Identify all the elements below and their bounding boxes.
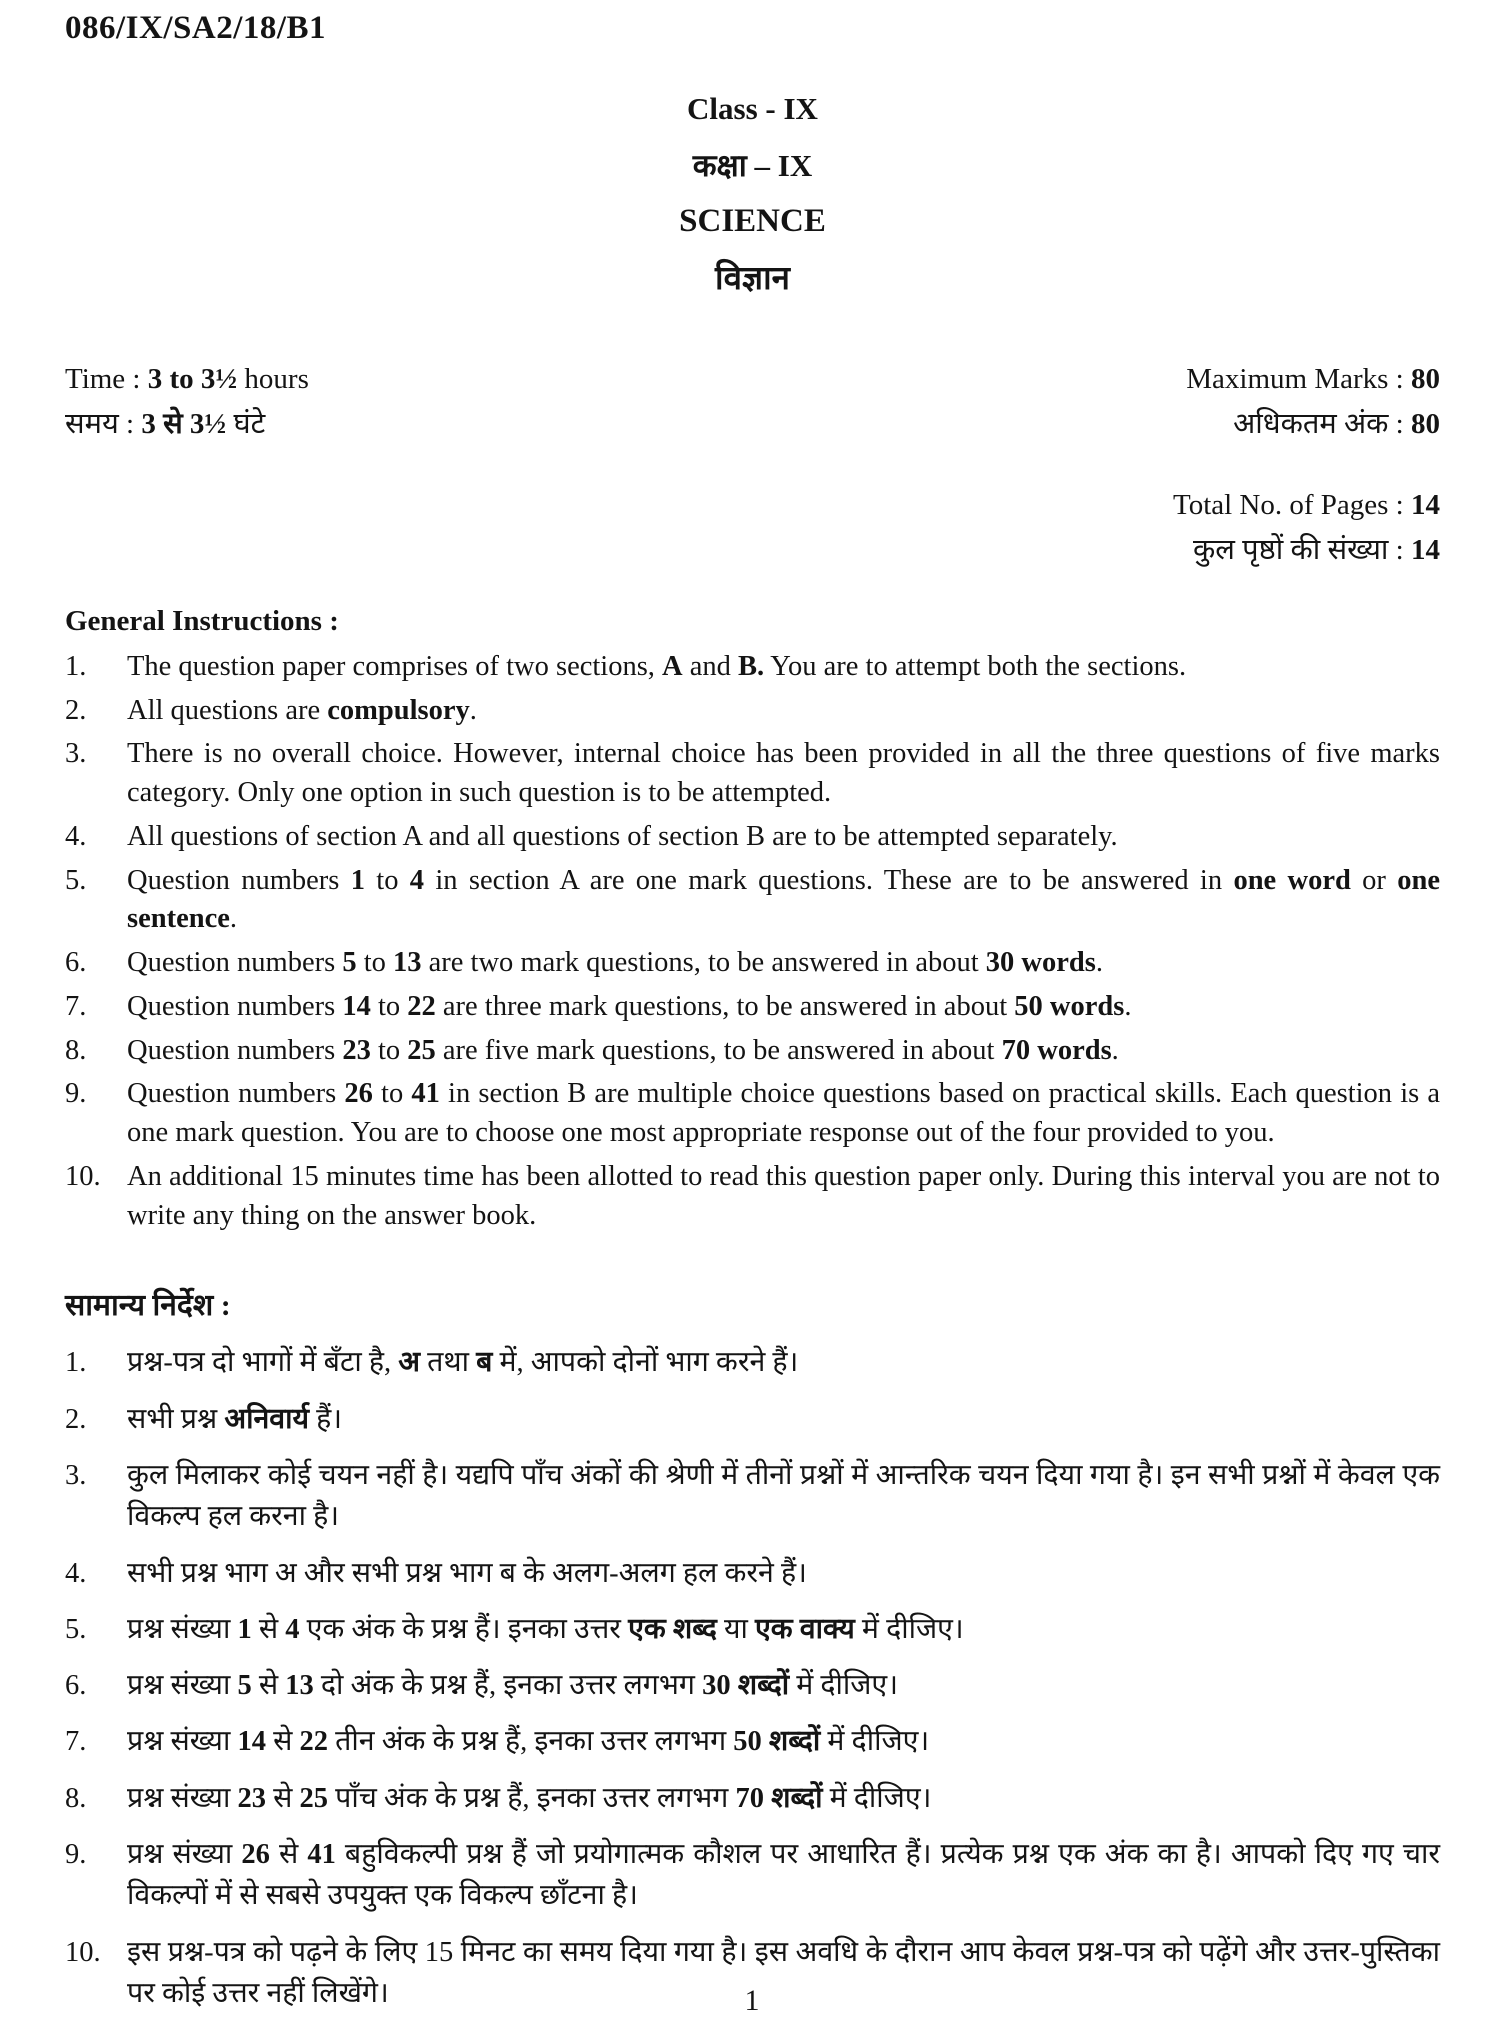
item-number: 2. <box>65 1403 87 1435</box>
subject-title-hi: विज्ञान <box>715 261 790 297</box>
item-number: 2. <box>65 694 87 726</box>
general-instructions-hi <box>65 1283 1440 2014</box>
item-text: प्रश्न संख्या 26 से 41 बहुविकल्पी प्रश्न हैं जो प्रयोगात्मक कौशल पर आधारित हैं। प्रत्येक प्रश्न एक अंक का है। आपको दिए गए चार विकल्पों में से सबसे उपयुक्त एक विकल्प छाँटना है। <box>127 1839 1440 1912</box>
item-number: 3. <box>65 738 87 770</box>
exam-meta <box>65 357 1440 447</box>
maximum-marks-hi: अधिकतम अंक : 80 <box>1233 407 1440 440</box>
item-number: 1. <box>65 1347 87 1379</box>
page-number: 1 <box>744 1984 760 2017</box>
instruction-item-en-2 <box>65 692 1440 731</box>
time-allowed-hi: समय : 3 से 3½ घंटे <box>65 407 266 440</box>
item-number: 10. <box>65 1936 101 1968</box>
item-number: 3. <box>65 1459 87 1491</box>
item-text: प्रश्न संख्या 1 से 4 एक अंक के प्रश्न हैं। इनका उत्तर एक शब्द या एक वाक्य में दीजिए। <box>127 1613 964 1645</box>
item-number: 1. <box>65 650 87 682</box>
item-text: कुल मिलाकर कोई चयन नहीं है। यद्यपि पाँच अंकों की श्रेणी में तीनों प्रश्नों में आन्तरिक चयन दिया गया है। इन सभी प्रश्नों में केवल एक विकल्प हल करना है। <box>127 1459 1440 1533</box>
instruction-item-en-7 <box>65 988 1440 1027</box>
item-text: प्रश्न-पत्र दो भागों में बँटा है, अ तथा ब में, आपको दोनों भाग करने हैं। <box>127 1347 799 1379</box>
item-number: 4. <box>65 1557 87 1589</box>
item-text: प्रश्न संख्या 14 से 22 तीन अंक के प्रश्न हैं, इनका उत्तर लगभग 50 शब्दों में दीजिए। <box>127 1726 930 1758</box>
paper-code: 086/IX/SA2/18/B1 <box>65 10 327 46</box>
time-block <box>65 357 309 447</box>
instruction-item-hi-1 <box>65 1342 1440 1383</box>
instruction-item-en-6 <box>65 944 1440 983</box>
item-text: प्रश्न संख्या 23 से 25 पाँच अंक के प्रश्न हैं, इनका उत्तर लगभग 70 शब्दों में दीजिए। <box>127 1782 932 1814</box>
instruction-item-hi-2 <box>65 1399 1440 1440</box>
item-number: 6. <box>65 1670 87 1702</box>
item-text: There is no overall choice. However, internal choice has been provided in all the three questions of five marks category. Only one option in such question is to be attempted. <box>127 738 1440 808</box>
item-number: 5. <box>65 1613 87 1645</box>
title-block <box>65 91 1440 299</box>
instructions-heading-hi: सामान्य निर्देश : <box>65 1289 231 1323</box>
total-pages-hi: कुल पृष्ठों की संख्या : 14 <box>1193 533 1440 566</box>
instruction-item-hi-7 <box>65 1721 1440 1762</box>
item-number: 9. <box>65 1078 87 1110</box>
instruction-item-hi-8 <box>65 1778 1440 1819</box>
instruction-item-hi-6 <box>65 1665 1440 1706</box>
item-number: 4. <box>65 820 87 852</box>
maximum-marks-en: Maximum Marks : 80 <box>1186 363 1440 395</box>
instruction-item-en-4 <box>65 818 1440 857</box>
marks-block <box>1186 357 1440 447</box>
instruction-item-en-3 <box>65 735 1440 813</box>
item-text: Question numbers 14 to 22 are three mark questions, to be answered in about 50 words. <box>127 990 1132 1022</box>
item-text: सभी प्रश्न भाग अ और सभी प्रश्न भाग ब के अलग-अलग हल करने हैं। <box>127 1557 807 1589</box>
instruction-item-en-9 <box>65 1075 1440 1153</box>
instruction-item-hi-4 <box>65 1553 1440 1594</box>
time-allowed-en: Time : 3 to 3½ hours <box>65 363 309 395</box>
instruction-item-hi-9 <box>65 1834 1440 1917</box>
item-text: प्रश्न संख्या 5 से 13 दो अंक के प्रश्न हैं, इनका उत्तर लगभग 30 शब्दों में दीजिए। <box>127 1670 898 1702</box>
item-number: 5. <box>65 864 87 896</box>
item-text: All questions are compulsory. <box>127 694 477 726</box>
item-number: 8. <box>65 1034 87 1066</box>
total-pages-block <box>65 483 1440 573</box>
item-text: इस प्रश्न-पत्र को पढ़ने के लिए 15 मिनट का समय दिया गया है। इस अवधि के दौरान आप केवल प्रश्न-पत्र को पढ़ेंगे और उत्तर-पुस्तिका पर कोई उत्तर नहीं लिखेंगे। <box>127 1936 1440 2009</box>
item-text: Question numbers 5 to 13 are two mark questions, to be answered in about 30 words. <box>127 947 1103 978</box>
total-pages-en: Total No. of Pages : 14 <box>1173 488 1440 521</box>
item-number: 10. <box>65 1160 101 1192</box>
instruction-item-en-1 <box>65 648 1440 687</box>
item-text: The question paper comprises of two sections, A and B. You are to attempt both the sections. <box>127 650 1187 682</box>
subject-title-en: SCIENCE <box>679 203 826 239</box>
item-number: 8. <box>65 1782 87 1814</box>
item-number: 7. <box>65 990 87 1022</box>
item-text: All questions of section A and all questions of section B are to be attempted separately. <box>127 820 1118 852</box>
item-number: 6. <box>65 947 87 978</box>
item-text: सभी प्रश्न अनिवार्य हैं। <box>127 1403 343 1435</box>
item-text: Question numbers 23 to 25 are five mark questions, to be answered in about 70 words. <box>127 1034 1119 1066</box>
instruction-item-en-5 <box>65 862 1440 940</box>
item-text: An additional 15 minutes time has been allotted to read this question paper only. During this interval you are not to write any thing on the answer book. <box>127 1160 1440 1231</box>
item-number: 7. <box>65 1726 87 1758</box>
item-number: 9. <box>65 1839 87 1871</box>
class-title-en: Class - IX <box>687 91 818 126</box>
instruction-item-en-8 <box>65 1032 1440 1071</box>
item-text: Question numbers 1 to 4 in section A are one mark questions. These are to be answered in one word or one sentence. <box>127 864 1441 935</box>
instruction-item-en-10 <box>65 1158 1440 1236</box>
instruction-item-hi-3 <box>65 1455 1440 1538</box>
item-text: Question numbers 26 to 41 in section B are multiple choice questions based on practical skills. Each question is a one mark question. You are to choose one most appropriate response out of the four provided to you. <box>127 1078 1441 1148</box>
general-instructions-en <box>65 605 1440 1236</box>
instructions-heading-en: General Instructions : <box>65 604 339 637</box>
class-title-hi: कक्षा – IX <box>692 148 813 183</box>
instruction-item-hi-5 <box>65 1609 1440 1650</box>
